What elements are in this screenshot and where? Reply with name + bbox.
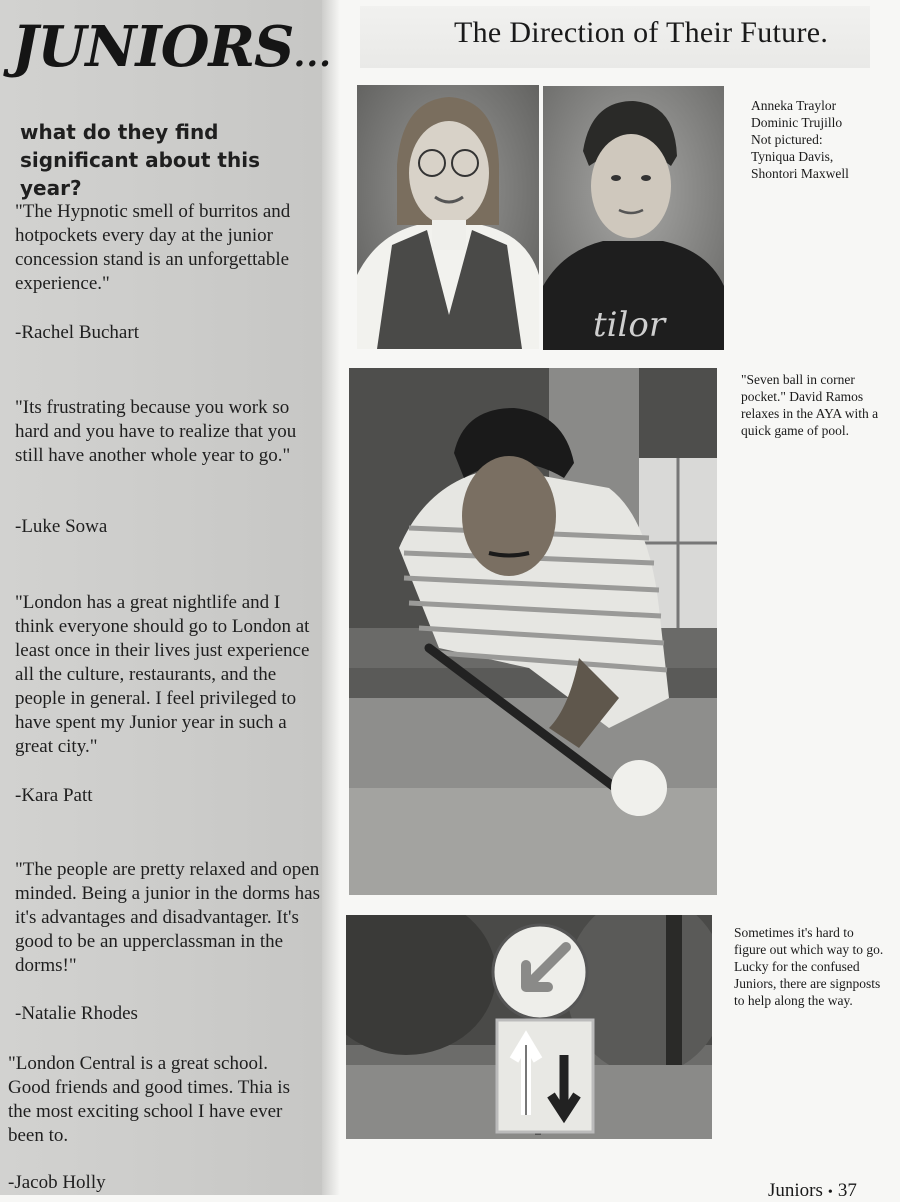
- quote-author: -Rachel Buchart: [15, 322, 139, 343]
- footer-bullet: •: [827, 1185, 833, 1200]
- caption-line: Shontori Maxwell: [751, 166, 849, 181]
- pool-caption: "Seven ball in corner pocket." David Ramos relaxes in the AYA with a quick game of pool.: [741, 372, 879, 438]
- quote-author: -Natalie Rhodes: [15, 1003, 138, 1024]
- footer-section: Juniors: [768, 1180, 823, 1201]
- quote-author: -Jacob Holly: [8, 1172, 106, 1193]
- quote-text: "London Central is a great school. Good friends and good times. Thia is the most exciting school I have ever been to.: [8, 1053, 290, 1146]
- pool-photo: [349, 368, 717, 895]
- portrait-caption: [751, 97, 849, 182]
- caption-line: Dominic Trujillo: [751, 115, 843, 130]
- portrait-photo-boy: [543, 86, 724, 350]
- quote-text: "The people are pretty relaxed and open minded. Being a junior in the dorms has it's advantages and disadvantager. It's good to be an upperclassman in the dorms!": [15, 859, 321, 976]
- caption-line: Tyniqua Davis,: [751, 149, 834, 164]
- sidebar-subtitle: what do they find significant about this year?: [20, 120, 260, 200]
- quote-author: -Luke Sowa: [15, 516, 108, 537]
- page-title: [12, 14, 332, 80]
- svg-text:tilor: tilor: [593, 305, 666, 345]
- signpost-caption: Sometimes it's hard to figure out which way to go. Lucky for the confused Juniors, there are signposts to help along the way.: [734, 925, 884, 1008]
- portrait-photo-girl: [357, 85, 539, 349]
- quote-text: "London has a great nightlife and I think everyone should go to London at least once in their lives just experience all the culture, restaurants, and the people in general. I feel privileged to have spent my Junior year in such a great city.": [15, 592, 310, 757]
- header-title: The Direction of Their Future.: [454, 16, 829, 49]
- sidebar-edge-fade: [322, 0, 340, 1195]
- caption-line: Anneka Traylor: [751, 98, 837, 113]
- signpost-photo: [346, 915, 712, 1139]
- caption-line: Not pictured:: [751, 132, 823, 147]
- quote-author: -Kara Patt: [15, 785, 93, 806]
- quote-text: "The Hypnotic smell of burritos and hotpockets every day at the junior concession stand is an unforgettable experience.": [15, 201, 291, 294]
- title-dots: ...: [293, 35, 332, 75]
- quote-text: "Its frustrating because you work so hard and you have to realize that you still have another whole year to go.": [15, 397, 297, 466]
- title-main: JUNIORS: [12, 14, 294, 80]
- page-number: 37: [837, 1180, 857, 1201]
- page-footer: [768, 1180, 857, 1202]
